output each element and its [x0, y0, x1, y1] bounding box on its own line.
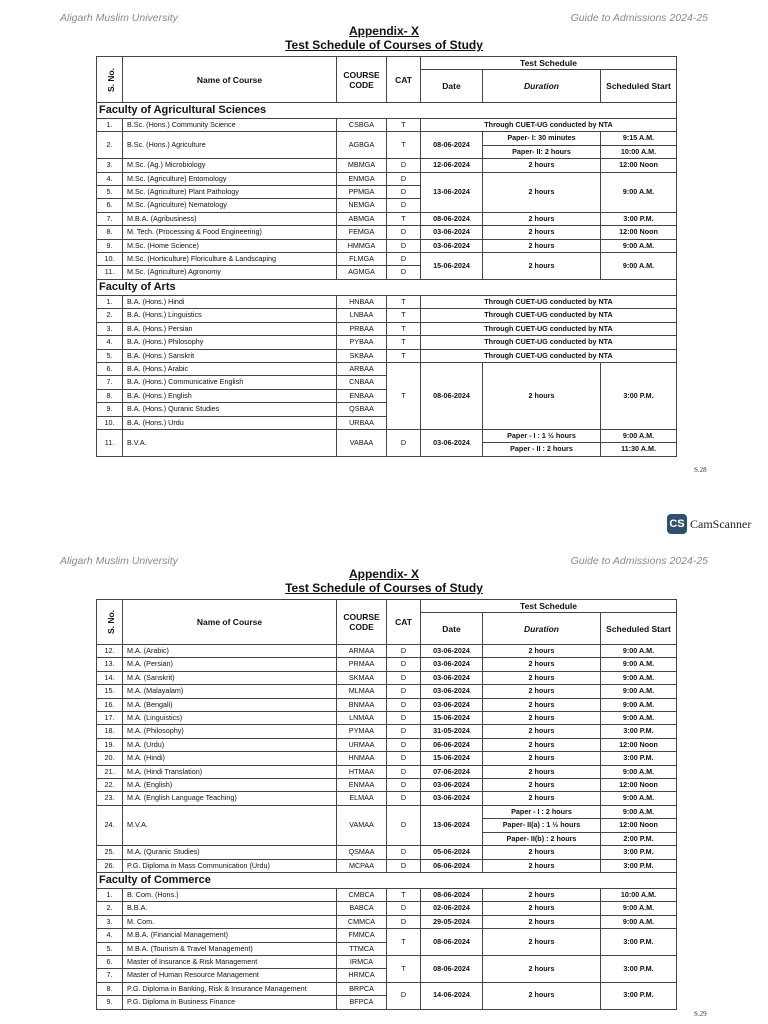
col-date: Date — [421, 613, 483, 645]
col-duration: Duration — [483, 613, 601, 645]
table-row: 5. M.Sc. (Agriculture) Plant Pathology PPMGA D — [97, 186, 677, 199]
table-row: 2. B.A. (Hons.) Linguistics LNBAA T Through CUET-UG conducted by NTA — [97, 309, 677, 322]
faculty-heading: Faculty of Agricultural Sciences — [97, 103, 677, 119]
table-row: 3. M. Com. CMMCA D 29-05-2024 2 hours 9:00 A.M. — [97, 915, 677, 928]
col-code: COURSE CODE — [337, 57, 387, 103]
schedule-table-page1: S. No. Name of Course COURSE CODE CAT Test Schedule Date Duration Scheduled Start Faculty of Agricultural Sciences 1. B.Sc. (Hons.) Community Science CSBGA T Through CUET-UG conducted by NTA 2. B.Sc. (Hons.) Agriculture AGBGA T 08-06-2024 Paper- I: 30 minutes 9:15 A.M. Paper- II: 2 hours 10:00 A.M. 3. M.Sc. (Ag.) Microbiology MBMGA D 12-06-2024 2 hours 12:00 Noon 4. M.Sc. (Agriculture) Entomology ENMGA D 13-06-2024 2 hours 9:00 A.M. 5. M.Sc. (Agriculture) Plant Pathology PPMGA D 6. M.Sc. (Agriculture) Nematology NEMGA D 7. M.B.A. (Agribusiness) ABMGA T 08-06-2024 2 hours 3:00 P.M. 8. M. Tech. (Processing & Food Engineering) FEMGA D 03-06-2024 2 hours 12:00 Noon 9. M.Sc. (Home Science) HMMGA D 03-06-2024 2 hours 9:00 A.M. 10. M.Sc. (Horticulture) Floriculture & Landscaping FLMGA D 15-06-2024 2 hours 9:00 A.M. 11. M.Sc. (Agriculture) Agronomy AGMGA D Faculty of Arts 1. B.A. (Hons.) Hindi HNBAA T Through CUET-UG conducted by NTA 2. B.A. (Hons.) Linguistics LNBAA T Through CUET-UG conducted by NTA 3. B.A. (Hons.) Persian PRBAA T Through CUET-UG conducted by NTA 4. B.A. (Hons.) Philosophy PYBAA T Through CUET-UG conducted by NTA 5. B.A. (Hons.) Sanskrit SKBAA T Through CUET-UG conducted by NTA 6. B.A. (Hons.) Arabic ARBAA T 08-06-2024 2 hours 3:00 P.M. 7. B.A. (Hons.) Communicative English CNBAA 8. B.A. (Hons.) English ENBAA 9. B.A. (Hons.) Quranic Studies QSBAA 10. B.A. (Hons.) Urdu URBAA 11. B.V.A. VABAA D 03-06-2024 Paper - I : 1 ½ hours 9:00 A.M. Paper - II : 2 hours 11:30 A.M. — [96, 56, 677, 457]
faculty-heading: Faculty of Arts — [97, 279, 677, 295]
table-row: 6. B.A. (Hons.) Arabic ARBAA T 08-06-2024 2 hours 3:00 P.M. — [97, 362, 677, 375]
col-name: Name of Course — [123, 600, 337, 645]
page-number: S.28 — [694, 466, 707, 474]
table-row: 22. M.A. (English) ENMAA D 03-06-2024 2 hours 12:00 Noon — [97, 779, 677, 792]
col-cat: CAT — [387, 57, 421, 103]
col-sno: S. No. — [97, 600, 123, 645]
table-row: 6. M.Sc. (Agriculture) Nematology NEMGA D — [97, 199, 677, 212]
table-row: 2. B.B.A. BABCA D 02-06-2024 2 hours 9:00 A.M. — [97, 902, 677, 915]
table-row: 7. Master of Human Resource Management HRMCA — [97, 969, 677, 982]
table-row: 3. B.A. (Hons.) Persian PRBAA T Through CUET-UG conducted by NTA — [97, 322, 677, 335]
table-row: 19. M.A. (Urdu) URMAA D 06-06-2024 2 hours 12:00 Noon — [97, 738, 677, 751]
table-row: 15. M.A. (Malayalam) MLMAA D 03-06-2024 2 hours 9:00 A.M. — [97, 685, 677, 698]
schedule-table-page2: S. No. Name of Course COURSE CODE CAT Test Schedule Date Duration Scheduled Start 12. M.A. (Arabic) ARMAA D 03-06-2024 2 hours 9:00 A.M. 13. M.A. (Persian) PRMAA D 03-06-2024 2 hours 9:00 A.M. 14. M.A. (Sanskrit) SKMAA D 03-06-2024 2 hours 9:00 A.M. 15. M.A. (Malayalam) MLMAA D 03-06-2024 2 hours 9:00 A.M. 16. M.A. (Bengali) BNMAA D 03-06-2024 2 hours 9:00 A.M. 17. M.A. (Linguistics) LNMAA D 15-06-2024 2 hours 9:00 A.M. 18. M.A. (Philosophy) PYMAA D 31-05-2024 2 hours 3:00 P.M. 19. M.A. (Urdu) URMAA D 06-06-2024 2 hours 12:00 Noon 20. M.A. (Hindi) HNMAA D 15-06-2024 2 hours 3:00 P.M. 21. M.A. (Hindi Translation) HTMAA D 07-06-2024 2 hours 9:00 A.M. 22. M.A. (English) ENMAA D 03-06-2024 2 hours 12:00 Noon 23. M.A. (English Language Teaching) ELMAA D 03-06-2024 2 hours 9:00 A.M. 24. M.V.A. VAMAA D 13-06-2024 Paper - I : 2 hours 9:00 A.M. Paper- II(a) : 1 ½ hours 12:00 Noon Paper- II(b) : 2 hours 2:00 P.M. 25. M.A. (Quranic Studies) QSMAA D 05-06-2024 2 hours 3:00 P.M. 26. P.G. Diploma in Mass Communication (Urdu) MCPAA D 06-06-2024 2 hours 3:00 P.M. Faculty of Commerce 1. B. Com. (Hons.) CMBCA T 08-06-2024 2 hours 10:00 A.M. 2. B.B.A. BABCA D 02-06-2024 2 hours 9:00 A.M. 3. M. Com. CMMCA D 29-05-2024 2 hours 9:00 A.M. 4. M.B.A. (Financial Management) FMMCA T 08-06-2024 2 hours 3:00 P.M. 5. M.B.A. (Tourism & Travel Management) TTMCA 6. Master of Insurance & Risk Management IRMCA T 08-06-2024 2 hours 3:00 P.M. 7. Master of Human Resource Management HRMCA 8. P.G. Diploma in Banking, Risk & Insurance Management BRPCA D 14-06-2024 2 hours 3:00 P.M. 9. P.G. Diploma in Business Finance BFPCA — [96, 599, 677, 1010]
appendix-title: Appendix- X — [348, 567, 419, 581]
table-row: 13. M.A. (Persian) PRMAA D 03-06-2024 2 hours 9:00 A.M. — [97, 658, 677, 671]
camscanner-watermark — [667, 514, 751, 534]
table-row: 14. M.A. (Sanskrit) SKMAA D 03-06-2024 2 hours 9:00 A.M. — [97, 671, 677, 684]
col-start: Scheduled Start — [601, 70, 677, 103]
table-row: 5. M.B.A. (Tourism & Travel Management) TTMCA — [97, 942, 677, 955]
table-row: 16. M.A. (Bengali) BNMAA D 03-06-2024 2 hours 9:00 A.M. — [97, 698, 677, 711]
table-row: 7. M.B.A. (Agribusiness) ABMGA T 08-06-2024 2 hours 3:00 P.M. — [97, 212, 677, 225]
table-row: 24. M.V.A. VAMAA D 13-06-2024 Paper - I : 2 hours 9:00 A.M. — [97, 805, 677, 818]
page-number: S.29 — [694, 1010, 707, 1018]
table-row: 4. M.Sc. (Agriculture) Entomology ENMGA D 13-06-2024 2 hours 9:00 A.M. — [97, 172, 677, 185]
table-row: 12. M.A. (Arabic) ARMAA D 03-06-2024 2 hours 9:00 A.M. — [97, 645, 677, 658]
col-name: Name of Course — [123, 57, 337, 103]
faculty-heading: Faculty of Commerce — [97, 872, 677, 888]
table-row: 23. M.A. (English Language Teaching) ELMAA D 03-06-2024 2 hours 9:00 A.M. — [97, 792, 677, 805]
running-header-left: Aligarh Muslim University — [60, 12, 178, 24]
running-header-right: Guide to Admissions 2024-25 — [570, 555, 708, 567]
col-code: COURSE CODE — [337, 600, 387, 645]
table-row: 17. M.A. (Linguistics) LNMAA D 15-06-2024 2 hours 9:00 A.M. — [97, 712, 677, 725]
table-row: 1. B.A. (Hons.) Hindi HNBAA T Through CUET-UG conducted by NTA — [97, 295, 677, 308]
table-row: 2. B.Sc. (Hons.) Agriculture AGBGA T 08-06-2024 Paper- I: 30 minutes 9:15 A.M. — [97, 132, 677, 145]
running-header-right: Guide to Admissions 2024-25 — [570, 12, 708, 24]
camscanner-logo-icon: CS — [667, 514, 687, 534]
col-sno: S. No. — [97, 57, 123, 103]
table-row: 4. M.B.A. (Financial Management) FMMCA T 08-06-2024 2 hours 3:00 P.M. — [97, 929, 677, 942]
table-row: 1. B. Com. (Hons.) CMBCA T 08-06-2024 2 hours 10:00 A.M. — [97, 888, 677, 901]
table-row: 20. M.A. (Hindi) HNMAA D 15-06-2024 2 hours 3:00 P.M. — [97, 752, 677, 765]
table-row: 8. B.A. (Hons.) English ENBAA — [97, 389, 677, 402]
running-header-left: Aligarh Muslim University — [60, 555, 178, 567]
table-row: 3. M.Sc. (Ag.) Microbiology MBMGA D 12-06-2024 2 hours 12:00 Noon — [97, 159, 677, 172]
col-duration: Duration — [483, 70, 601, 103]
table-row: 4. B.A. (Hons.) Philosophy PYBAA T Through CUET-UG conducted by NTA — [97, 336, 677, 349]
table-row: 1. B.Sc. (Hons.) Community Science CSBGA T Through CUET-UG conducted by NTA — [97, 119, 677, 132]
schedule-title: Test Schedule of Courses of Study — [285, 581, 483, 595]
col-test-schedule: Test Schedule — [421, 57, 677, 70]
col-test-schedule: Test Schedule — [421, 600, 677, 613]
table-row: 8. P.G. Diploma in Banking, Risk & Insurance Management BRPCA D 14-06-2024 2 hours 3:00 P.M. — [97, 982, 677, 995]
table-row: 11. M.Sc. (Agriculture) Agronomy AGMGA D — [97, 266, 677, 279]
table-row: 9. M.Sc. (Home Science) HMMGA D 03-06-2024 2 hours 9:00 A.M. — [97, 239, 677, 252]
appendix-title: Appendix- X — [348, 24, 419, 38]
table-row: 21. M.A. (Hindi Translation) HTMAA D 07-06-2024 2 hours 9:00 A.M. — [97, 765, 677, 778]
table-row: 25. M.A. (Quranic Studies) QSMAA D 05-06-2024 2 hours 3:00 P.M. — [97, 846, 677, 859]
table-row: 9. B.A. (Hons.) Quranic Studies QSBAA — [97, 403, 677, 416]
table-row: 6. Master of Insurance & Risk Management IRMCA T 08-06-2024 2 hours 3:00 P.M. — [97, 955, 677, 968]
table-row: 11. B.V.A. VABAA D 03-06-2024 Paper - I : 1 ½ hours 9:00 A.M. — [97, 429, 677, 442]
table-row: 10. B.A. (Hons.) Urdu URBAA — [97, 416, 677, 429]
col-start: Scheduled Start — [601, 613, 677, 645]
table-row: 7. B.A. (Hons.) Communicative English CNBAA — [97, 376, 677, 389]
table-row: 18. M.A. (Philosophy) PYMAA D 31-05-2024 2 hours 3:00 P.M. — [97, 725, 677, 738]
camscanner-label: CamScanner — [690, 516, 752, 531]
col-cat: CAT — [387, 600, 421, 645]
table-row: 9. P.G. Diploma in Business Finance BFPCA — [97, 996, 677, 1009]
table-row: 5. B.A. (Hons.) Sanskrit SKBAA T Through CUET-UG conducted by NTA — [97, 349, 677, 362]
schedule-title: Test Schedule of Courses of Study — [285, 38, 483, 52]
table-row: 26. P.G. Diploma in Mass Communication (Urdu) MCPAA D 06-06-2024 2 hours 3:00 P.M. — [97, 859, 677, 872]
table-row: 8. M. Tech. (Processing & Food Engineering) FEMGA D 03-06-2024 2 hours 12:00 Noon — [97, 226, 677, 239]
col-date: Date — [421, 70, 483, 103]
table-row: 10. M.Sc. (Horticulture) Floriculture & Landscaping FLMGA D 15-06-2024 2 hours 9:00 A.M. — [97, 253, 677, 266]
